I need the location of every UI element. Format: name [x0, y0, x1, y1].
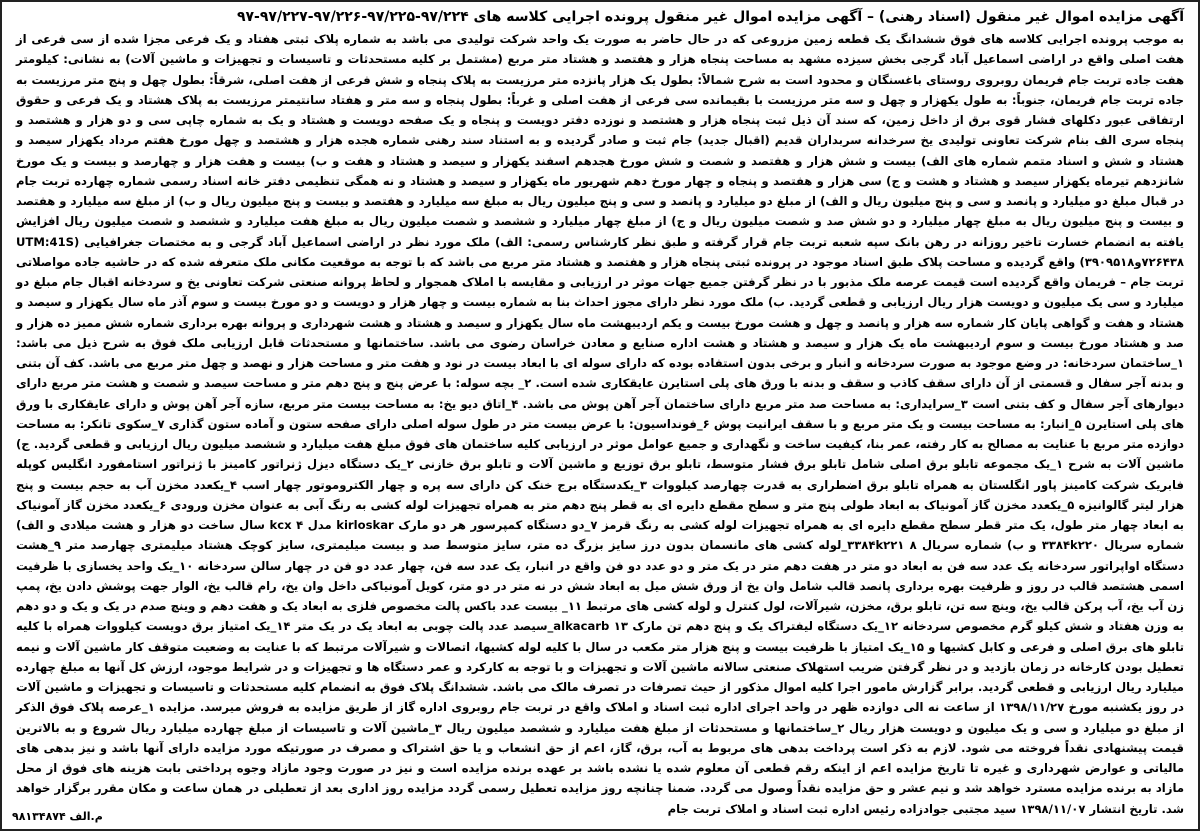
notice-body: به موجب پرونده اجرایی کلاسه های فوق ششدانگ یک قطعه زمین مزروعی که در حال حاضر به صورت یک واحد شرکت تولیدی می باشد به شماره پلاک ثبتی هفتاد و یک فرعی مجزا شده از سی فرعی از هفت اصلی واقع در اراضی اسماعیل آباد گرجی بخش سیزده مشهد به مساحت پنجاه هزار و هفتصد و هشتاد متر مربع (مشتمل بر کلیه مستحدثات و تاسیسات و تجهیزات و ماشین آلات) به نشانی: کیلومتر هفت جاده تربت جام فریمان روبروی روستای باغسنگان و محدود است به شرح شمالاً: بطول یک هزار پانزده متر مرزیست به پلاک پنجاه و شش فرعی از هفت اصلی، شرقاً: بطول چهل و پنج متر مرزیست به جاده تربت جام فریمان، جنوباً: به طول یکهزار و چهل و سه متر مرزیست با بقیمانده سی فرعی از هفت اصلی و غرباً: بطول پنجاه و سه متر و هفتاد سانتیمتر مرزیست به پلاک هشتاد و یک فرعی و حقوق ارتفاقی عبور دکلهای فشار قوی برق از داخل زمین، که سند آن ذیل ثبت پنجاه هزار و هشتصد و نوزده دفتر دویست و پنجاه و یک صفحه دویست و هشتاد و یک به شماره چاپی سی و دو هزار و هشتصد و پنجاه سری الف بنام شرکت تعاونی تولیدی یخ سرخدانه سربداران قدیم (اقبال جدید) جام ثبت و صادر گردیده و به استناد سند رهنی شماره هجده هزار و هشتصد و چهل مورخ هفتم مرداد یکهزار سیصد و هشتاد و شش و اسناد متمم شماره های الف) بیست و شش هزار و هفتصد و شصت و شش مورخ هجدهم اسفند یکهزار و سیصد و هشتاد و هفت و ب) بیست و هفت هزار و چهارصد و بیست و یک مورخ شانزدهم تیرماه یکهزار سیصد و هشتاد و هشت و ج) سی هزار و هفتصد و پنجاه و چهار مورخ دهم شهریور ماه یکهزار و سیصد و هشتاد و نه همگی تنظیمی دفتر خانه اسناد رسمی شماره چهارده تربت جام در قبال مبلغ دو میلیارد و پانصد و سی و پنج میلیون ریال و الف) از مبلغ دو میلیارد و پانصد و سی و پنج میلیون ریال به مبلغ سه میلیارد و هفتصد و بیست و پنج میلیون ریال و ب) از مبلغ سه میلیارد و هفتصد و بیست و پنج میلیون ریال به مبلغ چهار میلیارد و دو شش صد و شصت میلیون ریال و ج) از مبلغ چهار میلیارد و ششصد و شصت میلیون ریال به مبلغ هفت میلیارد و ششصد و شصت میلیون ریال افزایش یافته به انضمام خسارت تاخیر روزانه در رهن بانک سپه شعبه تربت جام قرار گرفته و طبق نظر کارشناس رسمی: الف) ملک مورد نظر در اراضی اسماعیل آباد گرجی و به مختصات جغرافیایی (UTM:41S ۷۲۶۴۳۸و۳۹۰۹۵۱۸) واقع گردیده و مساحت پلاک طبق اسناد موجود در پرونده ثبتی پنجاه هزار و هفتصد و هشتاد متر مربع می باشد که با توجه به موقعیت مکانی ملک متعرفه شده که در حاشیه جاده مواصلاتی تربت جام – فریمان واقع گردیده است قیمت عرصه ملک مذبور با در نظر گرفتن جمیع جهات موثر در ارزیابی و مقایسه با املاک همجوار و لحاظ پروانه صنعتی شرکت تعاونی یخ و سردخانه اقبال جام مبلغ دو میلیارد و سی یک میلیون و دویست هزار ریال ارزیابی و قطعی گردید. ب) ملک مورد نظر دارای مجوز احداث بنا به شماره بیست و چهار هزار و دویست و دو مورخ بیست و سوم آذر ماه سال یکهزار و سیصد و هشتاد و هفت و گواهی پایان کار شماره سه هزار و پانصد و چهل و هشت مورخ بیست و یکم اردیبهشت ماه سال یکهزار و سیصد و هشتاد و هشت شهرداری و پروانه بهره برداری شماره شش ممیز ده هزار و صد و هشتاد مورخ بیست و سوم اردیبهشت ماه یک هزار و سیصد و هشتاد و هشت اداره صنایع و معادن خراسان رضوی می باشد. ساختمانها و مستحدثات قابل ارزیابی ملک فوق به شرح ذیل می باشد: ۱_ساختمان سردخانه: در وضع موجود به صورت سردخانه و انبار و برخی بدون استفاده بوده که دارای سوله ای با ابعاد بیست در نود و هفت متر و مساحت هزار و نهصد و چهل متر مربع می باشد. کف آن بتنی و بدنه آجر سفال و قسمتی از آن دارای سقف کاذب و سقف و بدنه با ورق های پلی استایرن عایقکاری شده است. ۲_ بچه سوله: با عرض پنج و پنج دهم متر و مساحت سیصد و شصت و هشت متر مربع دارای دیوارهای آجر سفال و کف بتنی است ۳_سرایداری: به مساحت صد متر مربع دارای ساختمان آجر آهن پوش می باشد. ۴_اتاق دیو یخ: به مساحت بیست متر مربع، سازه آجر آهن پوش و دارای عایقکاری با ورق های پلی استایرن ۵_انبار: به مساحت بیست و یک متر مربع و با سقف ایرانیت پوش ۶_فونداسیون: با عرض بیست متر در طول سوله اصلی دارای صفحه ستون و آماده ستون گذاری ۷_سکوی تانکر: به مساحت دوازده متر مربع با عنایت به مصالح به کار رفته، عمر بنا، کیفیت ساخت و نگهداری و جمیع عوامل موثر در ارزیابی کلیه ساختمان های فوق مبلغ هفت میلیارد و ششصد میلیون ریال ارزیابی و قطعی گردید. ج) ماشین آلات به شرح ۱_یک مجموعه تابلو برق اصلی شامل تابلو برق فشار متوسط، تابلو برق توزیع و ماشین آلات و تابلو برق خازنی ۲_یک دستگاه دیزل ژنراتور کامینز با ژنراتور استامفورد انگلیس کوپله فابریک شرکت کامینز پاور انگلستان به همراه تابلو برق اضطراری به قدرت چهارصد کیلووات ۳_یکدستگاه برج خنک کن دارای سه پره و چهار الکتروموتور چهار اسب ۴_یکعدد مخزن آب به حجم بیست و پنج هزار لیتر گالوانیزه ۵_یکعدد مخزن گاز آمونیاک به ابعاد طولی پنج متر و سطح مقطع دایره ای به قطر پنج دهم متر به همراه تجهیزات لوله کشی به رنگ آبی به عنوان مخزن ورودی ۶_یکعدد مخزن گاز آمونیاک به ابعاد چهار متر طول، یک متر قطر سطح مقطع دایره ای به همراه تجهیزات لوله کشی به رنگ قرمز ۷_دو دستگاه کمپرسور هر دو مارک kirloskar مدل kcx ۴ سال ساخت دو هزار و هشت میلادی و الف) شماره سریال ۳۳۸۴k۲۲۰ و ب) شماره سریال ۳۳۸۴k۲۲۱ ۸_لوله کشی های مانسمان بدون درز سایز بزرگ ده متر، سایز متوسط صد و بیست میلیمتری، سایز کوچک هشتاد میلیمتری چهارصد متر ۹_هشت دستگاه اواپراتور سردخانه یک عدد سه فن به ابعاد دو متر در هفت دهم متر در یک متر و دو عدد دو فن واقع در انبار، یک عدد سه فن، چهار عدد دو فن در چهار سالن سردخانه ۱۰_یک واحد یخسازی با ظرفیت اسمی هشتصد قالب در روز و ظرفیت بهره برداری پانصد قالب شامل وان یخ از ورق شش میل به ابعاد شش در نه متر در دو متر، کویل آمونیاکی داخل وان یخ، رام قالب یخ، الوار جهت پوشش دادن یخ، پمپ زن آب یخ، آب پرکن قالب یخ، وینچ سه تن، تابلو برق، مخزن، شیرآلات، لول کنترل و لوله کشی های مرتبط ۱۱_ بیست عدد باکس پالت مخصوص فلزی به ابعاد یک و هفت دهم و وینچ صدم در یک و یک و دو دهم به وزن هفتاد و شش کیلو گرم مخصوص سردخانه ۱۲_یک دستگاه لیفتراک یک و پنج دهم تن مارک alkacarb ۱۳_سیصد عدد پالت چوبی به ابعاد یک در یک متر ۱۴_یک امتیاز برق دویست کیلووات همراه با کلیه تابلو های برق اصلی و فرعی و کابل کشیها و ۱۵_یک امتیاز با ظرفیت بیست و پنج هزار متر مکعب در سال با کلیه لوله کشیها، اتصالات و شیرآلات مرتبط که با عنایت به وضعیت متوقف کار ماشین آلات و نیمه تعطیل بودن کارخانه در زمان بازدید و در نظر گرفتن ضریب استهلاک صنعتی سالانه ماشین آلات و تجهیزات و با توجه به کارکرد و عمر دستگاه ها و تجهیزات و در شرایط موجود، ارزش کل آنها به مبلغ چهارده میلیارد ریال ارزیابی و قطعی گردید. برابر گزارش مامور اجرا کلیه اموال مذکور از حیث تصرفات در تصرف مالک می باشد. ششدانگ پلاک فوق به انضمام کلیه مستحدثات و تاسیسات و تجهیزات و ماشین آلات در روز یکشنبه مورخ ۱۳۹۸/۱۱/۲۷ از ساعت نه الی دوازده ظهر در واحد اجرای اداره ثبت اسناد و املاک واقع در تربت جام روبروی اداره گاز از طریق مزایده به فروش میرسد. مزایده ۱_عرصه پلاک فوق الذکر از مبلغ دو میلیارد و سی و یک میلیون و دویست هزار ریال ۲_ساختمانها و مستحدثات از مبلغ هفت میلیارد و ششصد میلیون ریال ۳_ماشین آلات و تاسیسات از مبلغ چهارده میلیارد ریال شروع و به بالاترین قیمت پیشنهادی نقداً فروخته می شود. لازم به ذکر است پرداخت بدهی های مربوط به آب، برق، گاز، اعم از حق انشعاب و یا حق اشتراک و مصرف در صورتیکه مورد مزایده دارای آنها باشد و نیز بدهی های مالیاتی و عوارض شهرداری و غیره تا تاریخ مزایده اعم از اینکه رقم قطعی آن معلوم شده یا نشده باشد بر عهده برنده مزایده است و نیز در صورت وجود مازاد وجوه پرداختی بابت هزینه های فوق از محل مازاد به برنده مزایده مسترد خواهد شد و نیم عشر و حق مزایده نقداً وصول می گردد. ضمنا چنانچه روز مزایده تعطیل رسمی گردد مزایده روز اداری بعد از تعطیلی در همان ساعت و مکان مقرر برگزار خواهد شد. تاریخ انتشار ۱۳۹۸/۱۱/۰۷ سید مجتبی جوادزاده رئیس اداره ثبت اسناد و املاک تربت جام — [16, 32, 1185, 816]
notice-title: آگهی مزایده اموال غیر منقول (اسناد رهنی) – آگهی مزایده اموال غیر منقول پرونده اجرایی کلاسه های ۹۷/۲۲۴-۹۷/۲۲۵-۹۷/۲۲۶-۹۷/۲۲۷-۹۷ — [236, 9, 1184, 25]
notice-code: م.الف ۹۸۱۳۴۸۷۴ — [12, 810, 103, 823]
